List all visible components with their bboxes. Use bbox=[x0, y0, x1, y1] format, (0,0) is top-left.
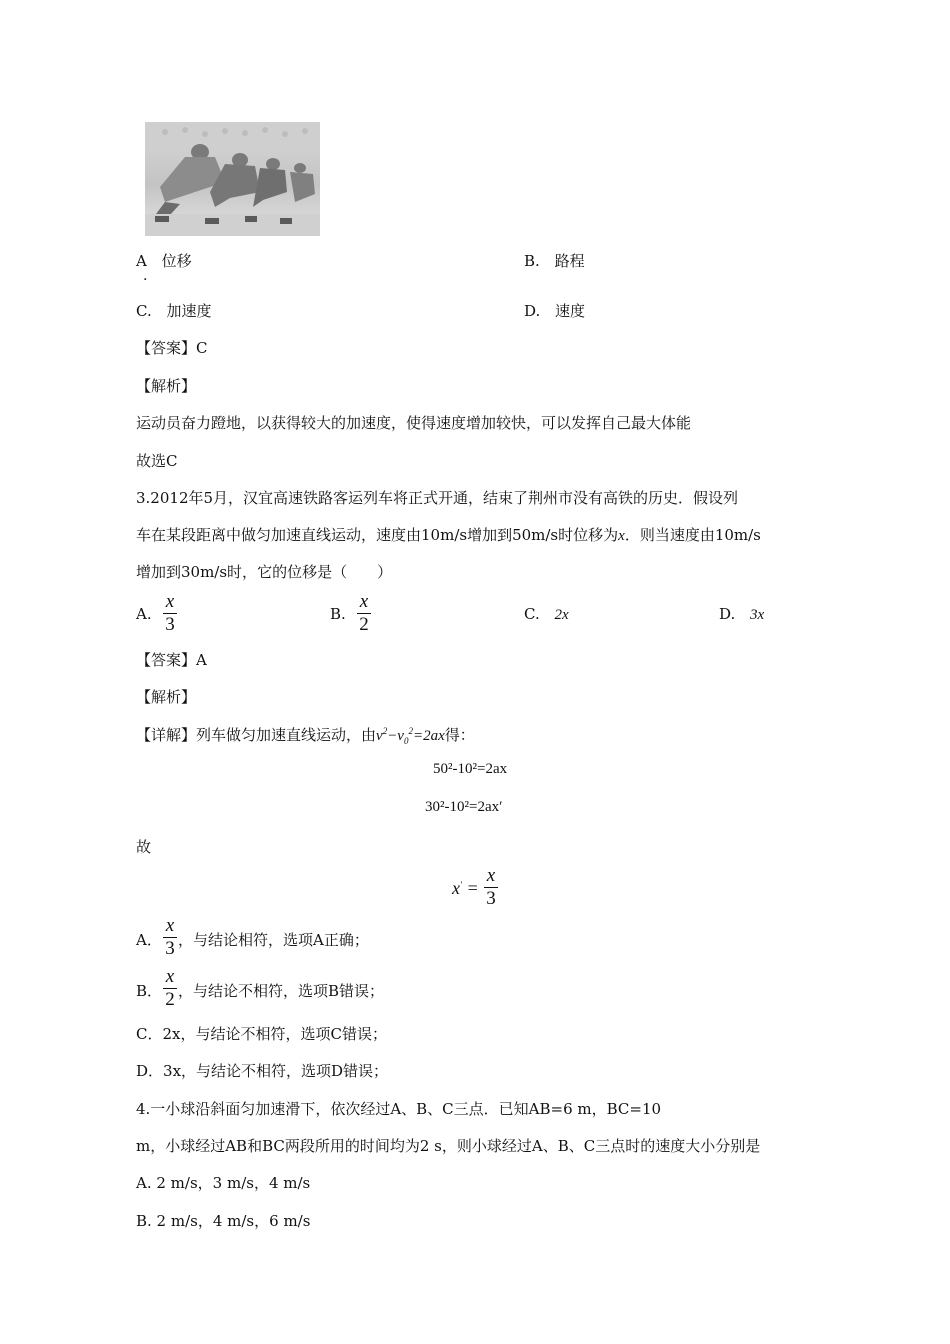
equation-1: 50²-10²=2ax bbox=[433, 761, 508, 777]
q3-detail-suffix: 得： bbox=[444, 726, 475, 744]
kinematic-formula: $v^2-v_0^2=2ax$ bbox=[376, 726, 445, 746]
q3-option-d-value: 3x bbox=[750, 607, 765, 623]
equation-2: 30²-10²=2ax′ bbox=[425, 799, 503, 815]
option-b-text: 路程 bbox=[554, 252, 585, 270]
q3-answer: 【答案】A bbox=[136, 651, 207, 669]
review-b-text: ，与结论不相符，选项B错误； bbox=[178, 982, 385, 1000]
option-c-text: 加速度 bbox=[166, 302, 212, 320]
fraction-denominator: 2 bbox=[359, 614, 369, 635]
q3-line-3: 增加到30m/s时，它的位移是（ ） bbox=[136, 563, 393, 581]
q4-line-1: 4.一小球沿斜面匀加速滑下，依次经过A、B、C三点．已知AB=6 m，BC=10 bbox=[136, 1100, 662, 1118]
option-d-letter: D. bbox=[524, 302, 541, 320]
review-a-label: A． bbox=[136, 931, 162, 949]
q3-line-2 bbox=[136, 524, 761, 545]
fraction-denominator: 2 bbox=[165, 989, 175, 1010]
q3-line-2-text: 车在某段距离中做匀加速直线运动，速度由10m/s增加到50m/s时位移为 bbox=[136, 526, 619, 544]
option-b-letter: B. bbox=[524, 252, 540, 270]
fraction-denominator: 3 bbox=[165, 614, 175, 635]
review-a-text: ，与结论相符，选项A正确； bbox=[178, 931, 369, 949]
option-b bbox=[524, 250, 585, 271]
q3-option-d-label: D. bbox=[719, 605, 736, 623]
fraction-numerator: x bbox=[165, 966, 175, 987]
option-a-text: 位移 bbox=[161, 252, 192, 270]
q3-option-a-fraction bbox=[163, 592, 177, 635]
option-a-dot: . bbox=[143, 268, 148, 284]
review-c: C．2x，与结论不相符，选项C错误； bbox=[136, 1025, 387, 1043]
q4-line-2: m，小球经过AB和BC两段所用的时间均为2 s，则小球经过A、B、C三点时的速度大小分别是 bbox=[136, 1137, 761, 1155]
sprinters-photo bbox=[145, 122, 320, 236]
q3-so: 故 bbox=[136, 838, 152, 856]
q2-answer: 【答案】C bbox=[136, 339, 208, 357]
q3-line-2-tail: ．则当速度由10m/s bbox=[624, 526, 761, 544]
fraction-numerator: x bbox=[486, 865, 496, 886]
fraction-numerator: x bbox=[359, 591, 369, 612]
q3-option-c-value: 2x bbox=[554, 607, 569, 623]
option-d bbox=[524, 300, 585, 321]
q3-option-c-label: C. bbox=[524, 605, 540, 623]
fraction-denominator: 3 bbox=[486, 888, 496, 909]
review-b-fraction bbox=[163, 967, 177, 1010]
q3-line-1: 3.2012年5月，汉宜高速铁路客运列车将正式开通，结束了荆州市没有高铁的历史．假设列 bbox=[136, 489, 739, 507]
q3-line-2-var: x bbox=[618, 528, 625, 544]
q4-option-a: A. 2 m/s，3 m/s，4 m/s bbox=[136, 1174, 311, 1192]
option-a-letter: A bbox=[136, 252, 147, 270]
q4-option-b: B. 2 m/s，4 m/s，6 m/s bbox=[136, 1212, 311, 1230]
q3-option-b-fraction bbox=[357, 592, 371, 635]
q3-option-c bbox=[524, 605, 569, 624]
q3-detail bbox=[136, 724, 475, 746]
q3-analysis-label: 【解析】 bbox=[136, 688, 197, 706]
q3-option-b-label: B. bbox=[330, 605, 346, 623]
q2-analysis-text: 运动员奋力蹬地，以获得较大的加速度，使得速度增加较快，可以发挥自己最大体能 bbox=[136, 414, 692, 432]
fraction-denominator: 3 bbox=[165, 938, 175, 959]
option-c-letter: C. bbox=[136, 302, 152, 320]
q2-conclusion: 故选C bbox=[136, 452, 178, 470]
fraction-numerator: x bbox=[165, 591, 175, 612]
review-d: D．3x，与结论不相符，选项D错误； bbox=[136, 1062, 389, 1080]
q3-detail-text: 【详解】列车做匀加速直线运动，由 bbox=[136, 726, 377, 744]
result-fraction bbox=[484, 866, 498, 909]
review-b-label: B． bbox=[136, 982, 163, 1000]
option-d-text: 速度 bbox=[555, 302, 586, 320]
option-c bbox=[136, 300, 212, 321]
fraction-numerator: x bbox=[165, 915, 175, 936]
q3-option-a-label: A. bbox=[136, 605, 152, 623]
review-a-fraction bbox=[163, 916, 177, 959]
q3-option-d bbox=[719, 605, 764, 624]
q2-analysis-label: 【解析】 bbox=[136, 377, 197, 395]
result-lhs: x′ = bbox=[452, 878, 479, 898]
